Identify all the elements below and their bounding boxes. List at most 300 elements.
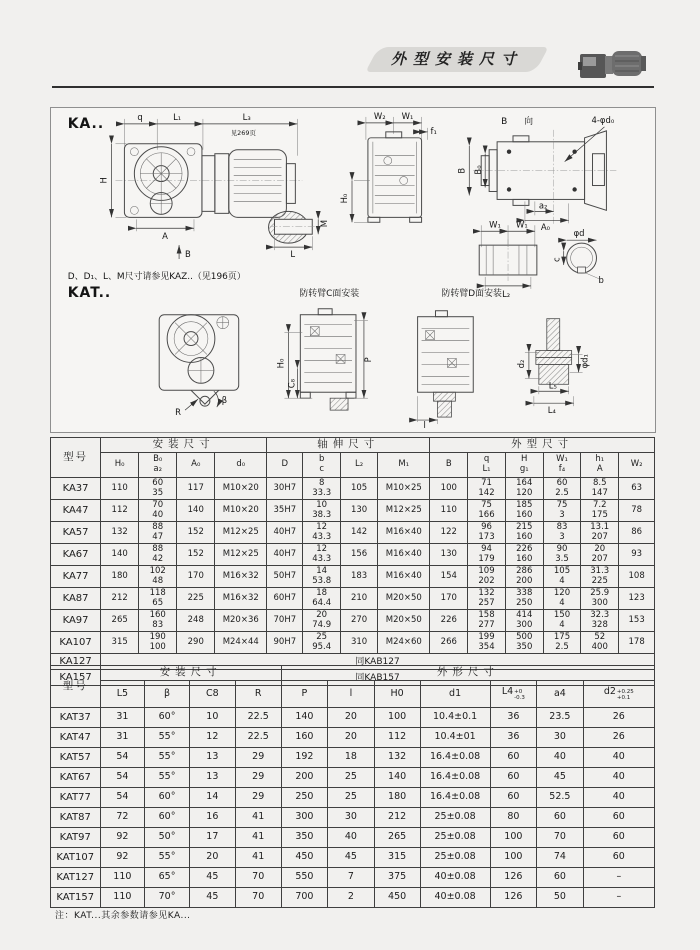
column-header: H g₁ (505, 453, 543, 478)
model-cell: KAT97 (51, 828, 101, 848)
value-cell: 200 (281, 768, 328, 788)
value-cell: 16 (189, 808, 235, 828)
column-header: M₁ (378, 453, 430, 478)
table-row (51, 588, 655, 610)
d-face-mount-label: 防转臂D面安装 (441, 288, 502, 299)
value-cell: 20 (328, 708, 375, 728)
value-cell: M20×50 (378, 610, 430, 632)
value-cell: 54 (100, 768, 145, 788)
value-cell: 10 (189, 708, 235, 728)
dim-p-label: P (362, 357, 373, 363)
value-cell: M10×20 (215, 478, 267, 500)
table-row (51, 544, 655, 566)
value-cell: 29 (235, 768, 281, 788)
value-cell: 16.4±0.08 (420, 768, 490, 788)
value-cell: 45 (537, 768, 584, 788)
column-header: D (267, 453, 303, 478)
value-cell: M16×40 (378, 522, 430, 544)
value-cell: 14 53.8 (303, 566, 340, 588)
value-cell: 40 (583, 748, 654, 768)
dim-l2-label: L₂ (502, 288, 511, 299)
value-cell: 178 (619, 632, 655, 654)
value-cell: 265 (101, 610, 139, 632)
value-cell: 55° (145, 728, 190, 748)
value-cell: 450 (281, 848, 328, 868)
value-cell: 80 (490, 808, 537, 828)
value-cell: 93 (619, 544, 655, 566)
value-cell: 25 (328, 788, 375, 808)
dim-l1-label: L₁ (173, 111, 182, 122)
value-cell: 20 207 (581, 544, 619, 566)
value-cell: 60 (583, 848, 654, 868)
value-cell: 105 4 (543, 566, 580, 588)
value-cell: M20×36 (215, 610, 267, 632)
value-cell: 36 (490, 708, 537, 728)
value-cell: 20 74.9 (303, 610, 340, 632)
value-cell: 45 (328, 848, 375, 868)
dim-phid1-label: φd₁ (579, 354, 590, 369)
column-header: W₂ (619, 453, 655, 478)
drawings-panel (50, 107, 656, 433)
value-cell: 16.4±0.08 (420, 788, 490, 808)
value-cell: 86 (619, 522, 655, 544)
table-row (51, 728, 655, 748)
dim-h0-label: H₀ (339, 193, 350, 204)
model-cell: KA37 (51, 478, 101, 500)
value-cell: 248 (177, 610, 215, 632)
footnote: 注：KAT...其余参数请参见KA... (55, 911, 191, 921)
value-cell: 60 2.5 (543, 478, 580, 500)
value-cell: 60° (145, 708, 190, 728)
merged-reference-cell: 同KAB157 (101, 670, 655, 686)
value-cell: 100 (490, 848, 537, 868)
dim-kat-h0-label: H₀ (275, 358, 286, 369)
value-cell: 92 (100, 848, 145, 868)
value-cell: 60 (490, 748, 537, 768)
value-cell: 270 (340, 610, 377, 632)
value-cell: 30H7 (267, 478, 303, 500)
value-cell: 25 95.4 (303, 632, 340, 654)
value-cell: 100 (374, 708, 420, 728)
value-cell: 130 (430, 544, 468, 566)
value-cell: 170 (430, 588, 468, 610)
value-cell: 60 (583, 808, 654, 828)
value-cell: 92 (100, 828, 145, 848)
table-row (51, 566, 655, 588)
value-cell: 31 (100, 728, 145, 748)
value-cell: 52.5 (537, 788, 584, 808)
column-header: d1 (420, 681, 490, 708)
value-cell: 50° (145, 828, 190, 848)
torque-arm-top-view (479, 219, 537, 299)
value-cell: 70 (235, 868, 281, 888)
dim-beta-label: β (221, 395, 228, 406)
value-cell: 180 (101, 566, 139, 588)
value-cell: 60 (490, 788, 537, 808)
value-cell: 212 (374, 808, 420, 828)
value-cell: 60 (537, 808, 584, 828)
model-cell: KAT127 (51, 868, 101, 888)
column-header: C8 (189, 681, 235, 708)
table-row (51, 632, 655, 654)
dim-l3-label: L₃ (242, 111, 251, 122)
value-cell: 110 (100, 888, 145, 908)
value-cell: – (583, 868, 654, 888)
column-header: l (328, 681, 375, 708)
value-cell: 36 (490, 728, 537, 748)
column-header: L4 +0 -0.3 (490, 681, 537, 708)
value-cell: M24×44 (215, 632, 267, 654)
value-cell: M12×25 (378, 500, 430, 522)
table-row (51, 768, 655, 788)
model-cell: KAT157 (51, 888, 101, 908)
table-row (51, 610, 655, 632)
table-row (51, 868, 655, 888)
value-cell: 12 43.3 (303, 522, 340, 544)
technical-drawings (51, 108, 655, 430)
value-cell: 123 (619, 588, 655, 610)
value-cell: 8 33.3 (303, 478, 340, 500)
dim-m-label: M (319, 219, 330, 228)
value-cell: – (583, 888, 654, 908)
value-cell: 31.3 225 (581, 566, 619, 588)
value-cell: 29 (235, 748, 281, 768)
value-cell: 105 (340, 478, 377, 500)
value-cell: 10.4±01 (420, 728, 490, 748)
value-cell: 20 (189, 848, 235, 868)
value-cell: 90H7 (267, 632, 303, 654)
value-cell: 30 (537, 728, 584, 748)
column-header: q L₁ (468, 453, 505, 478)
column-header: d₀ (215, 453, 267, 478)
kat-dimension-table (50, 665, 655, 908)
value-cell: 160 83 (139, 610, 177, 632)
value-cell: 40 (583, 768, 654, 788)
value-cell: 8.5 147 (581, 478, 619, 500)
dim-a0-label: A₀ (540, 222, 550, 233)
value-cell: 60° (145, 788, 190, 808)
value-cell: 109 202 (468, 566, 505, 588)
model-cell: KA127 (51, 654, 101, 670)
column-header: B (430, 453, 468, 478)
value-cell: 192 (281, 748, 328, 768)
table-row (51, 828, 655, 848)
value-cell: 26 (583, 728, 654, 748)
value-cell: 315 (374, 848, 420, 868)
value-cell: 185 160 (505, 500, 543, 522)
value-cell: 55° (145, 748, 190, 768)
value-cell: 29 (235, 788, 281, 808)
value-cell: 7 (328, 868, 375, 888)
value-cell: 22.5 (235, 708, 281, 728)
value-cell: 126 (490, 888, 537, 908)
value-cell: 152 (177, 544, 215, 566)
value-cell: 250 (281, 788, 328, 808)
value-cell: 74 (537, 848, 584, 868)
kat-shaft-clamp-detail (516, 319, 590, 415)
value-cell: 70° (145, 888, 190, 908)
value-cell: 25±0.08 (420, 828, 490, 848)
value-cell: M24×60 (378, 632, 430, 654)
dim-f1-label: f₁ (430, 125, 437, 136)
value-cell: 12 (189, 728, 235, 748)
value-cell: 55° (145, 848, 190, 868)
value-cell: 142 (340, 522, 377, 544)
model-cell: KA57 (51, 522, 101, 544)
group-header-shaft: 轴伸尺寸 (267, 438, 430, 453)
dim-w1-label: W₁ (401, 110, 414, 121)
dim-b-label: B (185, 249, 191, 260)
value-cell: 110 (101, 478, 139, 500)
value-cell: 70 (537, 828, 584, 848)
see-page-note: 见269页 (230, 128, 256, 137)
value-cell: 71 142 (468, 478, 505, 500)
value-cell: 25 (328, 768, 375, 788)
column-header: d2 +0.25 +0.1 (583, 681, 654, 708)
dim-w1-left-label: W₁ (489, 219, 501, 230)
value-cell: 16.4±0.08 (420, 748, 490, 768)
value-cell: 225 (177, 588, 215, 610)
value-cell: 60H7 (267, 588, 303, 610)
value-cell: 54 (100, 788, 145, 808)
dim-w1-right-label: W₁ (515, 219, 528, 230)
value-cell: 226 160 (505, 544, 543, 566)
value-cell: 199 354 (468, 632, 505, 654)
value-cell: 88 42 (139, 544, 177, 566)
value-cell: 117 (177, 478, 215, 500)
model-cell: KAT47 (51, 728, 101, 748)
page-title: 外型安装尺寸 (390, 50, 523, 68)
value-cell: 25±0.08 (420, 848, 490, 868)
value-cell: 17 (189, 828, 235, 848)
value-cell: 70 (235, 888, 281, 908)
table-row (51, 500, 655, 522)
dim-r-label: R (175, 407, 181, 418)
value-cell: 94 179 (468, 544, 505, 566)
value-cell: M10×20 (215, 500, 267, 522)
value-cell: 110 (100, 868, 145, 888)
value-cell: 158 277 (468, 610, 505, 632)
value-cell: 60° (145, 808, 190, 828)
value-cell: 150 4 (543, 610, 580, 632)
value-cell: 41 (235, 808, 281, 828)
value-cell: 45 (189, 888, 235, 908)
value-cell: 83 3 (543, 522, 580, 544)
value-cell: 10.4±0.1 (420, 708, 490, 728)
value-cell: 152 (177, 522, 215, 544)
column-header: R (235, 681, 281, 708)
value-cell: 156 (340, 544, 377, 566)
model-cell: KAT77 (51, 788, 101, 808)
value-cell: 2 (328, 888, 375, 908)
dim-w2-label: W₂ (373, 110, 386, 121)
column-header: L₂ (340, 453, 377, 478)
column-header: L5 (100, 681, 145, 708)
value-cell: 40 (328, 828, 375, 848)
value-cell: 140 (281, 708, 328, 728)
value-cell: 118 65 (139, 588, 177, 610)
model-cell: KAT37 (51, 708, 101, 728)
value-cell: M12×25 (215, 544, 267, 566)
column-header: H₀ (101, 453, 139, 478)
value-cell: 52 400 (581, 632, 619, 654)
value-cell: 40 (537, 748, 584, 768)
value-cell: 153 (619, 610, 655, 632)
value-cell: 90 3.5 (543, 544, 580, 566)
value-cell: 18 (328, 748, 375, 768)
model-cell: KA87 (51, 588, 101, 610)
value-cell: 450 (374, 888, 420, 908)
kat-c-face-view (275, 309, 372, 410)
column-header: β (145, 681, 190, 708)
column-header: W₁ f₄ (543, 453, 580, 478)
dim-lsmall-label: l (423, 420, 426, 430)
kat-front-view (159, 315, 239, 417)
value-cell: 31 (100, 708, 145, 728)
value-cell: 60 (537, 868, 584, 888)
model-cell: KA67 (51, 544, 101, 566)
value-cell: 700 (281, 888, 328, 908)
value-cell: M16×40 (378, 544, 430, 566)
value-cell: 170 (177, 566, 215, 588)
value-cell: 70 40 (139, 500, 177, 522)
value-cell: 315 (101, 632, 139, 654)
column-header: H0 (374, 681, 420, 708)
model-cell: KAT87 (51, 808, 101, 828)
model-cell: KA97 (51, 610, 101, 632)
value-cell: 50 (537, 888, 584, 908)
dim-phid-label: φd (573, 228, 585, 239)
value-cell: 40±0.08 (420, 888, 490, 908)
dim-l5-label: L₅ (548, 380, 557, 391)
dim-c8-label: C₈ (286, 378, 297, 389)
kat-d-face-view (418, 311, 474, 430)
value-cell: 108 (619, 566, 655, 588)
value-cell: 160 (281, 728, 328, 748)
value-cell: 265 (374, 828, 420, 848)
dim-l-label: L (290, 249, 296, 260)
ka-series-label: KA.. (67, 115, 105, 132)
value-cell: 12 43.3 (303, 544, 340, 566)
kat-series-label: KAT.. (67, 284, 112, 301)
table-row (51, 848, 655, 868)
table-row (51, 522, 655, 544)
value-cell: 23.5 (537, 708, 584, 728)
value-cell: 130 (340, 500, 377, 522)
table-row (51, 708, 655, 728)
value-cell: 60 (490, 768, 537, 788)
value-cell: 65° (145, 868, 190, 888)
value-cell: 226 (430, 610, 468, 632)
ka-front-view (68, 112, 303, 259)
value-cell: M16×32 (215, 566, 267, 588)
value-cell: 120 4 (543, 588, 580, 610)
value-cell: 290 (177, 632, 215, 654)
value-cell: 190 100 (139, 632, 177, 654)
value-cell: 10 38.3 (303, 500, 340, 522)
value-cell: 78 (619, 500, 655, 522)
dim-bview-b-label: B (456, 167, 467, 174)
dim-b0-label: B₀ (473, 165, 484, 175)
value-cell: 375 (374, 868, 420, 888)
value-cell: M20×50 (378, 588, 430, 610)
dim-a-label: A (162, 231, 168, 242)
model-cell: KA47 (51, 500, 101, 522)
value-cell: 110 (430, 500, 468, 522)
model-cell: KAT107 (51, 848, 101, 868)
value-cell: 338 250 (505, 588, 543, 610)
column-header: B₀ a₂ (139, 453, 177, 478)
value-cell: 122 (430, 522, 468, 544)
value-cell: 75 166 (468, 500, 505, 522)
value-cell: 550 (281, 868, 328, 888)
value-cell: 100 (490, 828, 537, 848)
value-cell: 112 (101, 500, 139, 522)
model-cell: KA77 (51, 566, 101, 588)
value-cell: 88 47 (139, 522, 177, 544)
value-cell: 25.9 300 (581, 588, 619, 610)
value-cell: 14 (189, 788, 235, 808)
b-view-title: B 向 (501, 116, 538, 127)
group-header-outline: 外形尺寸 (281, 666, 654, 681)
model-cell: KAT67 (51, 768, 101, 788)
c-face-mount-label: 防转臂C面安装 (299, 288, 360, 299)
value-cell: 210 (340, 588, 377, 610)
value-cell: 140 (374, 768, 420, 788)
column-header: a4 (537, 681, 584, 708)
value-cell: 35H7 (267, 500, 303, 522)
bolt-callout-label: 4-φd₀ (591, 114, 615, 125)
model-cell: KA107 (51, 632, 101, 654)
value-cell: 140 (101, 544, 139, 566)
gearbox-photo-image (578, 44, 650, 82)
table-row (51, 788, 655, 808)
table-row (51, 478, 655, 500)
value-cell: 183 (340, 566, 377, 588)
value-cell: 126 (490, 868, 537, 888)
value-cell: 41 (235, 848, 281, 868)
value-cell: 300 (281, 808, 328, 828)
column-header: b c (303, 453, 340, 478)
value-cell: 175 2.5 (543, 632, 580, 654)
value-cell: 60 35 (139, 478, 177, 500)
header-divider (52, 86, 654, 88)
group-header-install: 安装尺寸 (101, 438, 267, 453)
value-cell: 414 300 (505, 610, 543, 632)
value-cell: 40 (583, 788, 654, 808)
value-cell: 75 3 (543, 500, 580, 522)
dim-d2-label: d₂ (515, 359, 526, 369)
value-cell: 140 (177, 500, 215, 522)
column-header: P (281, 681, 328, 708)
table-row (51, 888, 655, 908)
value-cell: M16×40 (378, 566, 430, 588)
model-cell: KAT57 (51, 748, 101, 768)
column-header: h₁ A (581, 453, 619, 478)
value-cell: 13 (189, 768, 235, 788)
value-cell: 30 (328, 808, 375, 828)
ka-reference-note: D、D₁、L、M尺寸请参见KAZ..（见196页） (67, 271, 246, 282)
value-cell: 54 (100, 748, 145, 768)
value-cell: 32.3 328 (581, 610, 619, 632)
value-cell: 132 (101, 522, 139, 544)
value-cell: 26 (583, 708, 654, 728)
value-cell: 7.2 175 (581, 500, 619, 522)
table-row (51, 748, 655, 768)
dim-h-label: H (98, 177, 109, 184)
value-cell: 310 (340, 632, 377, 654)
dim-q-label: q (137, 111, 143, 122)
